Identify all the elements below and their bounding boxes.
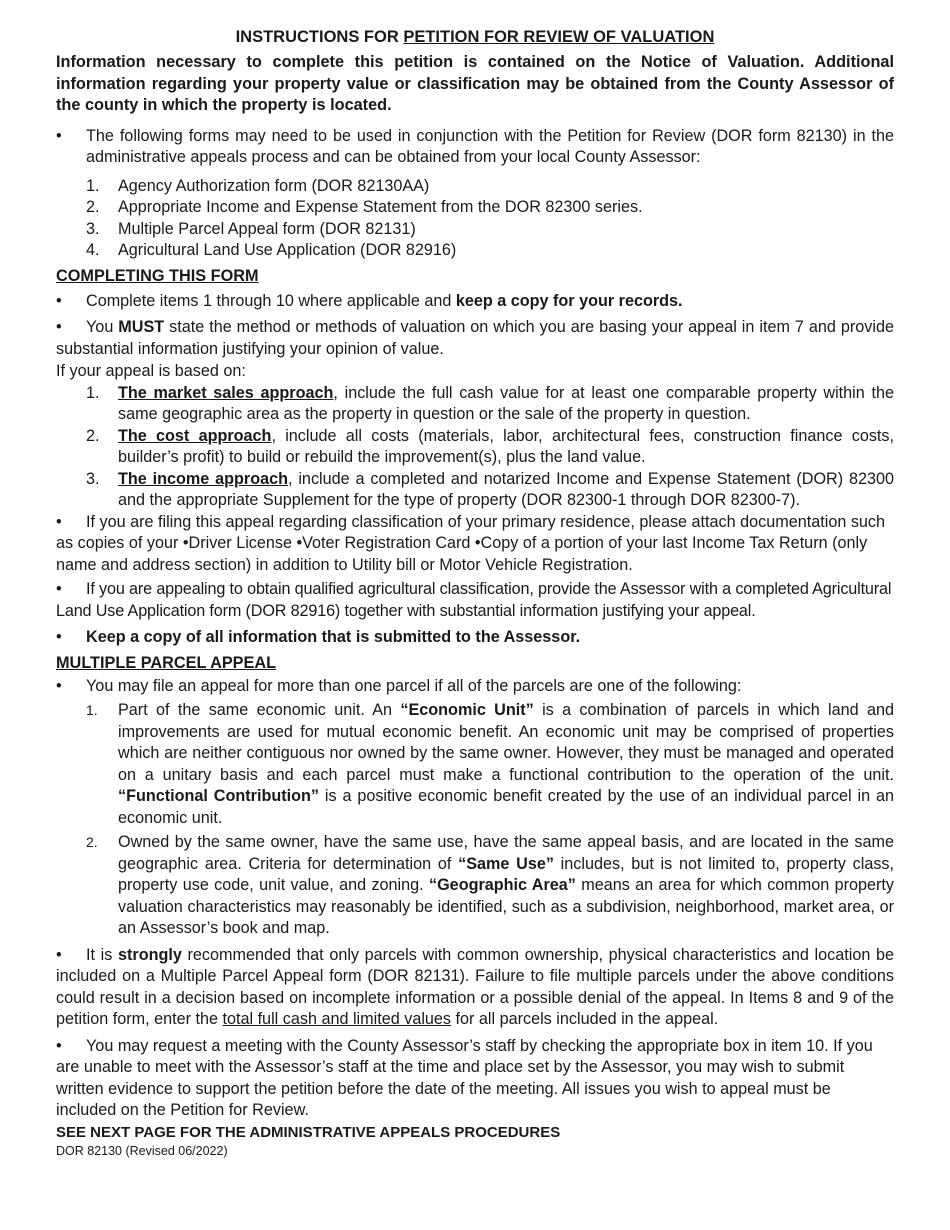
list-number: 2. [86, 834, 98, 850]
approach-label: The income approach [118, 469, 288, 488]
term-bold: “Functional Contribution” [118, 787, 319, 805]
list-item [86, 197, 894, 219]
bullet-bold-text: Keep a copy of all information that is submitted to the Assessor. [86, 628, 581, 646]
list-number: 1. [86, 176, 100, 195]
approach-text: , include a completed and notarized Income and Expense Statement (DOR) 82300 and the appropriate Supplement for the type of property (DOR 82300-1 through DOR 82300-7). [118, 469, 894, 509]
bullet-glyph: • [56, 580, 62, 598]
list-item [86, 426, 894, 469]
list-item-text: Agency Authorization form (DOR 82130AA) [118, 176, 430, 195]
completing-bullet-5 [56, 627, 894, 649]
list-item [86, 219, 894, 241]
bullet-text: It is [86, 945, 119, 964]
intro-paragraph: Information necessary to complete this petition is contained on the Notice of Valuation. Additional information regarding your property value or classification may be obtained from the County Assessor of the county in which the property is located. [56, 53, 894, 114]
form-id: DOR 82130 (Revised 06/2022) [56, 1143, 228, 1158]
completing-bullet-1 [56, 291, 894, 313]
list-number: 4. [86, 241, 100, 259]
list-item-text: Agricultural Land Use Application (DOR 82916) [118, 241, 457, 259]
completing-heading: COMPLETING THIS FORM [56, 266, 259, 285]
multiple-bullet-1 [56, 676, 894, 698]
forms-intro-text: The following forms may need to be used in conjunction with the Petition for Review (DOR form 82130) in the administrative appeals process and can be obtained from your local County Assessor: [86, 126, 894, 166]
instructions-page [56, 26, 894, 1160]
list-item [86, 240, 894, 262]
approach-text: , include the full cash value for at least one comparable property within the same geographic area as the property in question or the sale of the property in question. [118, 383, 895, 423]
list-item-text: Multiple Parcel Appeal form (DOR 82131) [118, 219, 416, 238]
list-item [86, 383, 894, 426]
bullet-glyph: • [56, 945, 62, 964]
title-prefix: INSTRUCTIONS FOR [235, 28, 404, 46]
term-bold: “Geographic Area” [429, 876, 576, 894]
list-item-text: is a positive economic benefit created by the use of an individual parcel in an economic unit. [118, 787, 895, 827]
bullet-text: You may request a meeting with the County Assessor’s staff by checking the appropriate box in item 10. If you are unable to meet with the Assessor’s staff at the time and place set by the Assessor, you may wish to submit written evidence to support the petition before the date of the meeting. All issues you wish to appeal must be included on the Petition for Review. [56, 1036, 873, 1119]
bullet-text: You may file an appeal for more than one parcel if all of the parcels are one of the following: [86, 676, 742, 695]
bullet-glyph: • [56, 1036, 62, 1055]
list-item [86, 176, 894, 198]
based-on-label: If your appeal is based on: [56, 362, 246, 380]
list-item [86, 832, 894, 940]
list-number: 1. [86, 383, 100, 402]
completing-bullet-3 [56, 512, 894, 577]
bullet-glyph: • [56, 291, 62, 310]
list-item-text: includes, but is not limited to, property class, property use code, unit value, and zoning. [118, 854, 895, 894]
forms-intro-bullet [56, 126, 894, 169]
bullet-glyph: • [56, 628, 62, 646]
next-page-notice: SEE NEXT PAGE FOR THE ADMINISTRATIVE APPEALS PROCEDURES [56, 1123, 561, 1141]
list-number: 3. [86, 219, 100, 238]
strongly-bold: strongly [118, 945, 182, 964]
list-number: 2. [86, 198, 100, 216]
list-number: 1. [86, 702, 98, 718]
multiple-heading: MULTIPLE PARCEL APPEAL [56, 653, 277, 672]
bullet-glyph: • [56, 676, 62, 695]
completing-bullet-4 [56, 579, 894, 622]
multiple-bullet-3 [56, 1036, 894, 1122]
term-bold: “Same Use” [458, 854, 554, 873]
list-number: 3. [86, 469, 100, 488]
bullet-glyph: • [56, 318, 62, 336]
list-item-text: Part of the same economic unit. An [118, 701, 401, 719]
bullet-text: If you are filing this appeal regarding classification of your primary residence, please attach documentation such as copies of your •Driver License •Voter Registration Card •Copy of a portion of your last Income Tax Return (only name and address section) in addition to Utility bill or Motor Vehicle Registration. [56, 512, 886, 574]
bullet-text: If you are appealing to obtain qualified agricultural classification, provide the Assessor with a completed Agricultural Land Use Application form (DOR 82916) together with substantial information justifying your appeal. [56, 580, 892, 620]
list-item [86, 469, 894, 512]
approach-label: The market sales approach [118, 383, 334, 402]
bullet-text: Complete items 1 through 10 where applicable and [86, 291, 456, 310]
multiple-bullet-2 [56, 945, 894, 1031]
approach-text: , include all costs (materials, labor, architectural fees, construction finance costs, builder’s profit) to build or rebuild the improvement(s), plus the land value. [118, 426, 894, 466]
bullet-glyph: • [56, 512, 62, 531]
list-item [86, 700, 894, 829]
page-title [56, 26, 894, 48]
approach-label: The cost approach [118, 426, 272, 445]
list-number: 2. [86, 426, 100, 445]
list-item-text: Appropriate Income and Expense Statement from the DOR 82300 series. [118, 198, 643, 216]
approach-list [56, 383, 894, 512]
term-bold: “Economic Unit” [400, 701, 534, 719]
list-item-text: means an area for which common property valuation characteristics may reasonably be identified, such as a subdivision, neighborhood, market area, or an Assessor’s book and map. [118, 876, 894, 937]
criteria-list [56, 700, 894, 940]
bullet-text: recommended that only parcels with common ownership, physical characteristics and location be included on a Multiple Parcel Appeal form (DOR 82131). Failure to file multiple parcels under the above conditions could result in a decision based on incomplete information or a possible denial of the appeal. In Items 8 and 9 of the petition form, enter the [56, 945, 895, 1028]
bullet-text: for all parcels included in the appeal. [451, 1010, 719, 1028]
underlined-phrase: total full cash and limited values [222, 1010, 452, 1028]
list-item-text: Owned by the same owner, have the same use, have the same appeal basis, and are located in the same geographic area. Criteria for determination of [118, 833, 894, 873]
bullet-text: You [86, 318, 119, 336]
list-item-text: is a combination of parcels in which land and improvements are used for mutual economic benefit. An economic unit may be comprised of properties which are neither contiguous nor owned by the same owner. However, they must be managed and operated on a unitary basis and each parcel must make a functional contribution to the operation of the unit. [118, 701, 894, 784]
bullet-bold-text: keep a copy for your records. [455, 291, 683, 310]
completing-bullet-2 [56, 317, 894, 360]
forms-list [56, 176, 894, 262]
must-bold: MUST [118, 318, 165, 336]
title-underlined: PETITION FOR REVIEW OF VALUATION [403, 28, 715, 46]
bullet-glyph: • [56, 126, 62, 145]
bullet-text: state the method or methods of valuation on which you are basing your appeal in item 7 and provide substantial information justifying your opinion of value. [56, 318, 894, 358]
